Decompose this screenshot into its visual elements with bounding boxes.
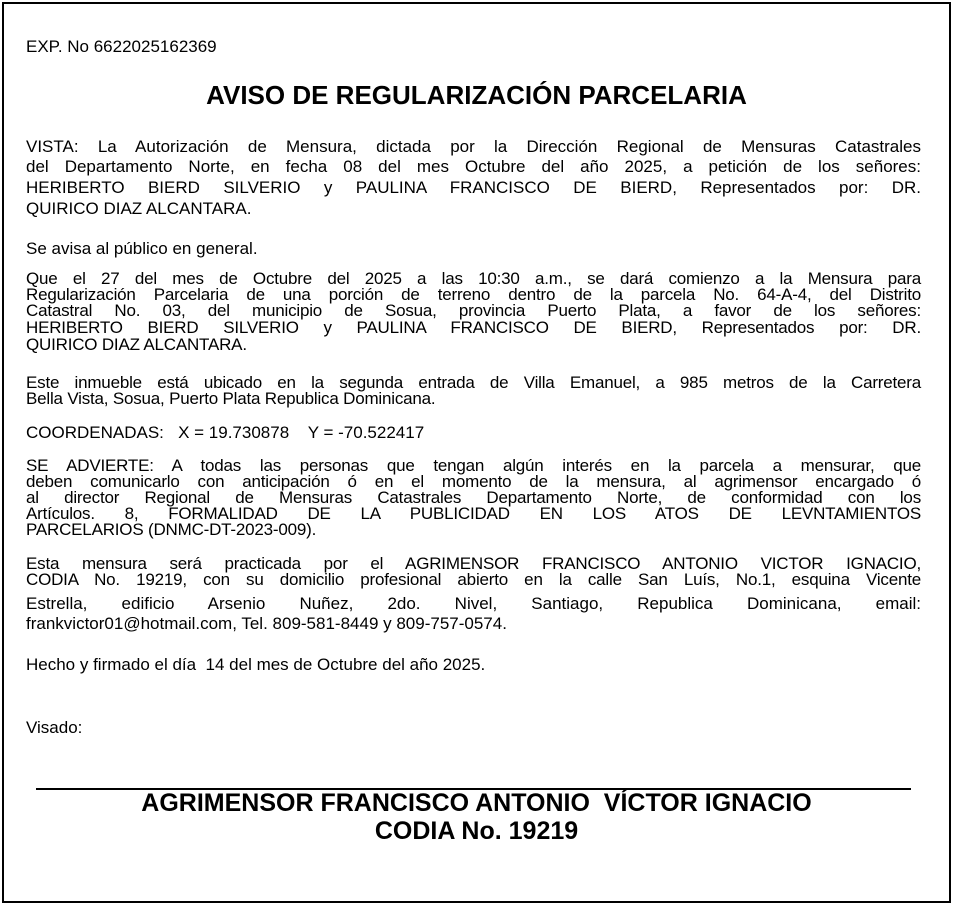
paragraph-mensura-line: HERIBERTO BIERD SILVERIO y PAULINA FRANCISCO DE BIERD, Representados por: DR. [26,318,921,337]
paragraph-agrimensor-line: CODIA No. 19219, con su domicilio profesional abierto en la calle San Luís, No.1, esquina Vicente [26,570,921,589]
expediente-number: EXP. No 6622025162369 [26,37,217,56]
paragraph-vista-line: HERIBERTO BIERD SILVERIO y PAULINA FRANCISCO DE BIERD, Representados por: DR. [26,178,921,197]
paragraph-ubicacion-line: Este inmueble está ubicado en la segunda entrada de Villa Emanuel, a 985 metros de la Carretera [26,373,921,392]
paragraph-vista-line: QUIRICO DIAZ ALCANTARA. [26,199,252,218]
paragraph-advierte-line: SE ADVIERTE: A todas las personas que tengan algún interés en la parcela a mensurar, que [26,456,921,475]
paragraph-advierte-line: Artículos. 8, FORMALIDAD DE LA PUBLICIDAD EN LOS ATOS DE LEVNTAMIENTOS [26,504,921,523]
paragraph-mensura-line: Que el 27 del mes de Octubre del 2025 a las 10:30 a.m., se dará comienzo a la Mensura para [26,269,921,288]
coordinates: COORDENADAS: X = 19.730878 Y = -70.522417 [26,423,425,442]
paragraph-advierte-line: deben comunicarlo con anticipación ó en el momento de la mensura, al agrimensor encargado ó [26,472,921,491]
paragraph-ubicacion-line: Bella Vista, Sosua, Puerto Plata Republica Dominicana. [26,389,436,408]
visado-label: Visado: [26,718,83,737]
paragraph-agrimensor-line: Estrella, edificio Arsenio Nuñez, 2do. Nivel, Santiago, Republica Dominicana, email: [26,594,921,613]
paragraph-mensura-line: Regularización Parcelaria de una porción de terreno dentro de la parcela No. 64-A-4, del Distrito [26,285,921,304]
notice-title: AVISO DE REGULARIZACIÓN PARCELARIA [206,80,747,110]
paragraph-mensura-line: Catastral No. 03, del municipio de Sosua, provincia Puerto Plata, a favor de los señores: [26,301,921,320]
paragraph-advierte-line: al director Regional de Mensuras Catastrales Departamento Norte, de conformidad con los [26,488,921,507]
paragraph-mensura-line: QUIRICO DIAZ ALCANTARA. [26,335,247,354]
paragraph-vista-line: del Departamento Norte, en fecha 08 del mes Octubre del año 2025, a petición de los señores: [26,157,921,176]
paragraph-agrimensor-line: frankvictor01@hotmail.com, Tel. 809-581-8449 y 809-757-0574. [26,614,507,633]
paragraph-vista-line: VISTA: La Autorización de Mensura, dictada por la Dirección Regional de Mensuras Catastrales [26,137,921,156]
paragraph-agrimensor-line: Esta mensura será practicada por el AGRIMENSOR FRANCISCO ANTONIO VICTOR IGNACIO, [26,554,921,573]
paragraph-aviso: Se avisa al público en general. [26,239,258,258]
paragraph-firmado: Hecho y firmado el día 14 del mes de Octubre del año 2025. [26,655,486,674]
signature-codia: CODIA No. 19219 [374,817,579,845]
signature-name: AGRIMENSOR FRANCISCO ANTONIO VÍCTOR IGNACIO [141,789,812,817]
paragraph-advierte-line: PARCELARIOS (DNMC-DT-2023-009). [26,520,317,539]
